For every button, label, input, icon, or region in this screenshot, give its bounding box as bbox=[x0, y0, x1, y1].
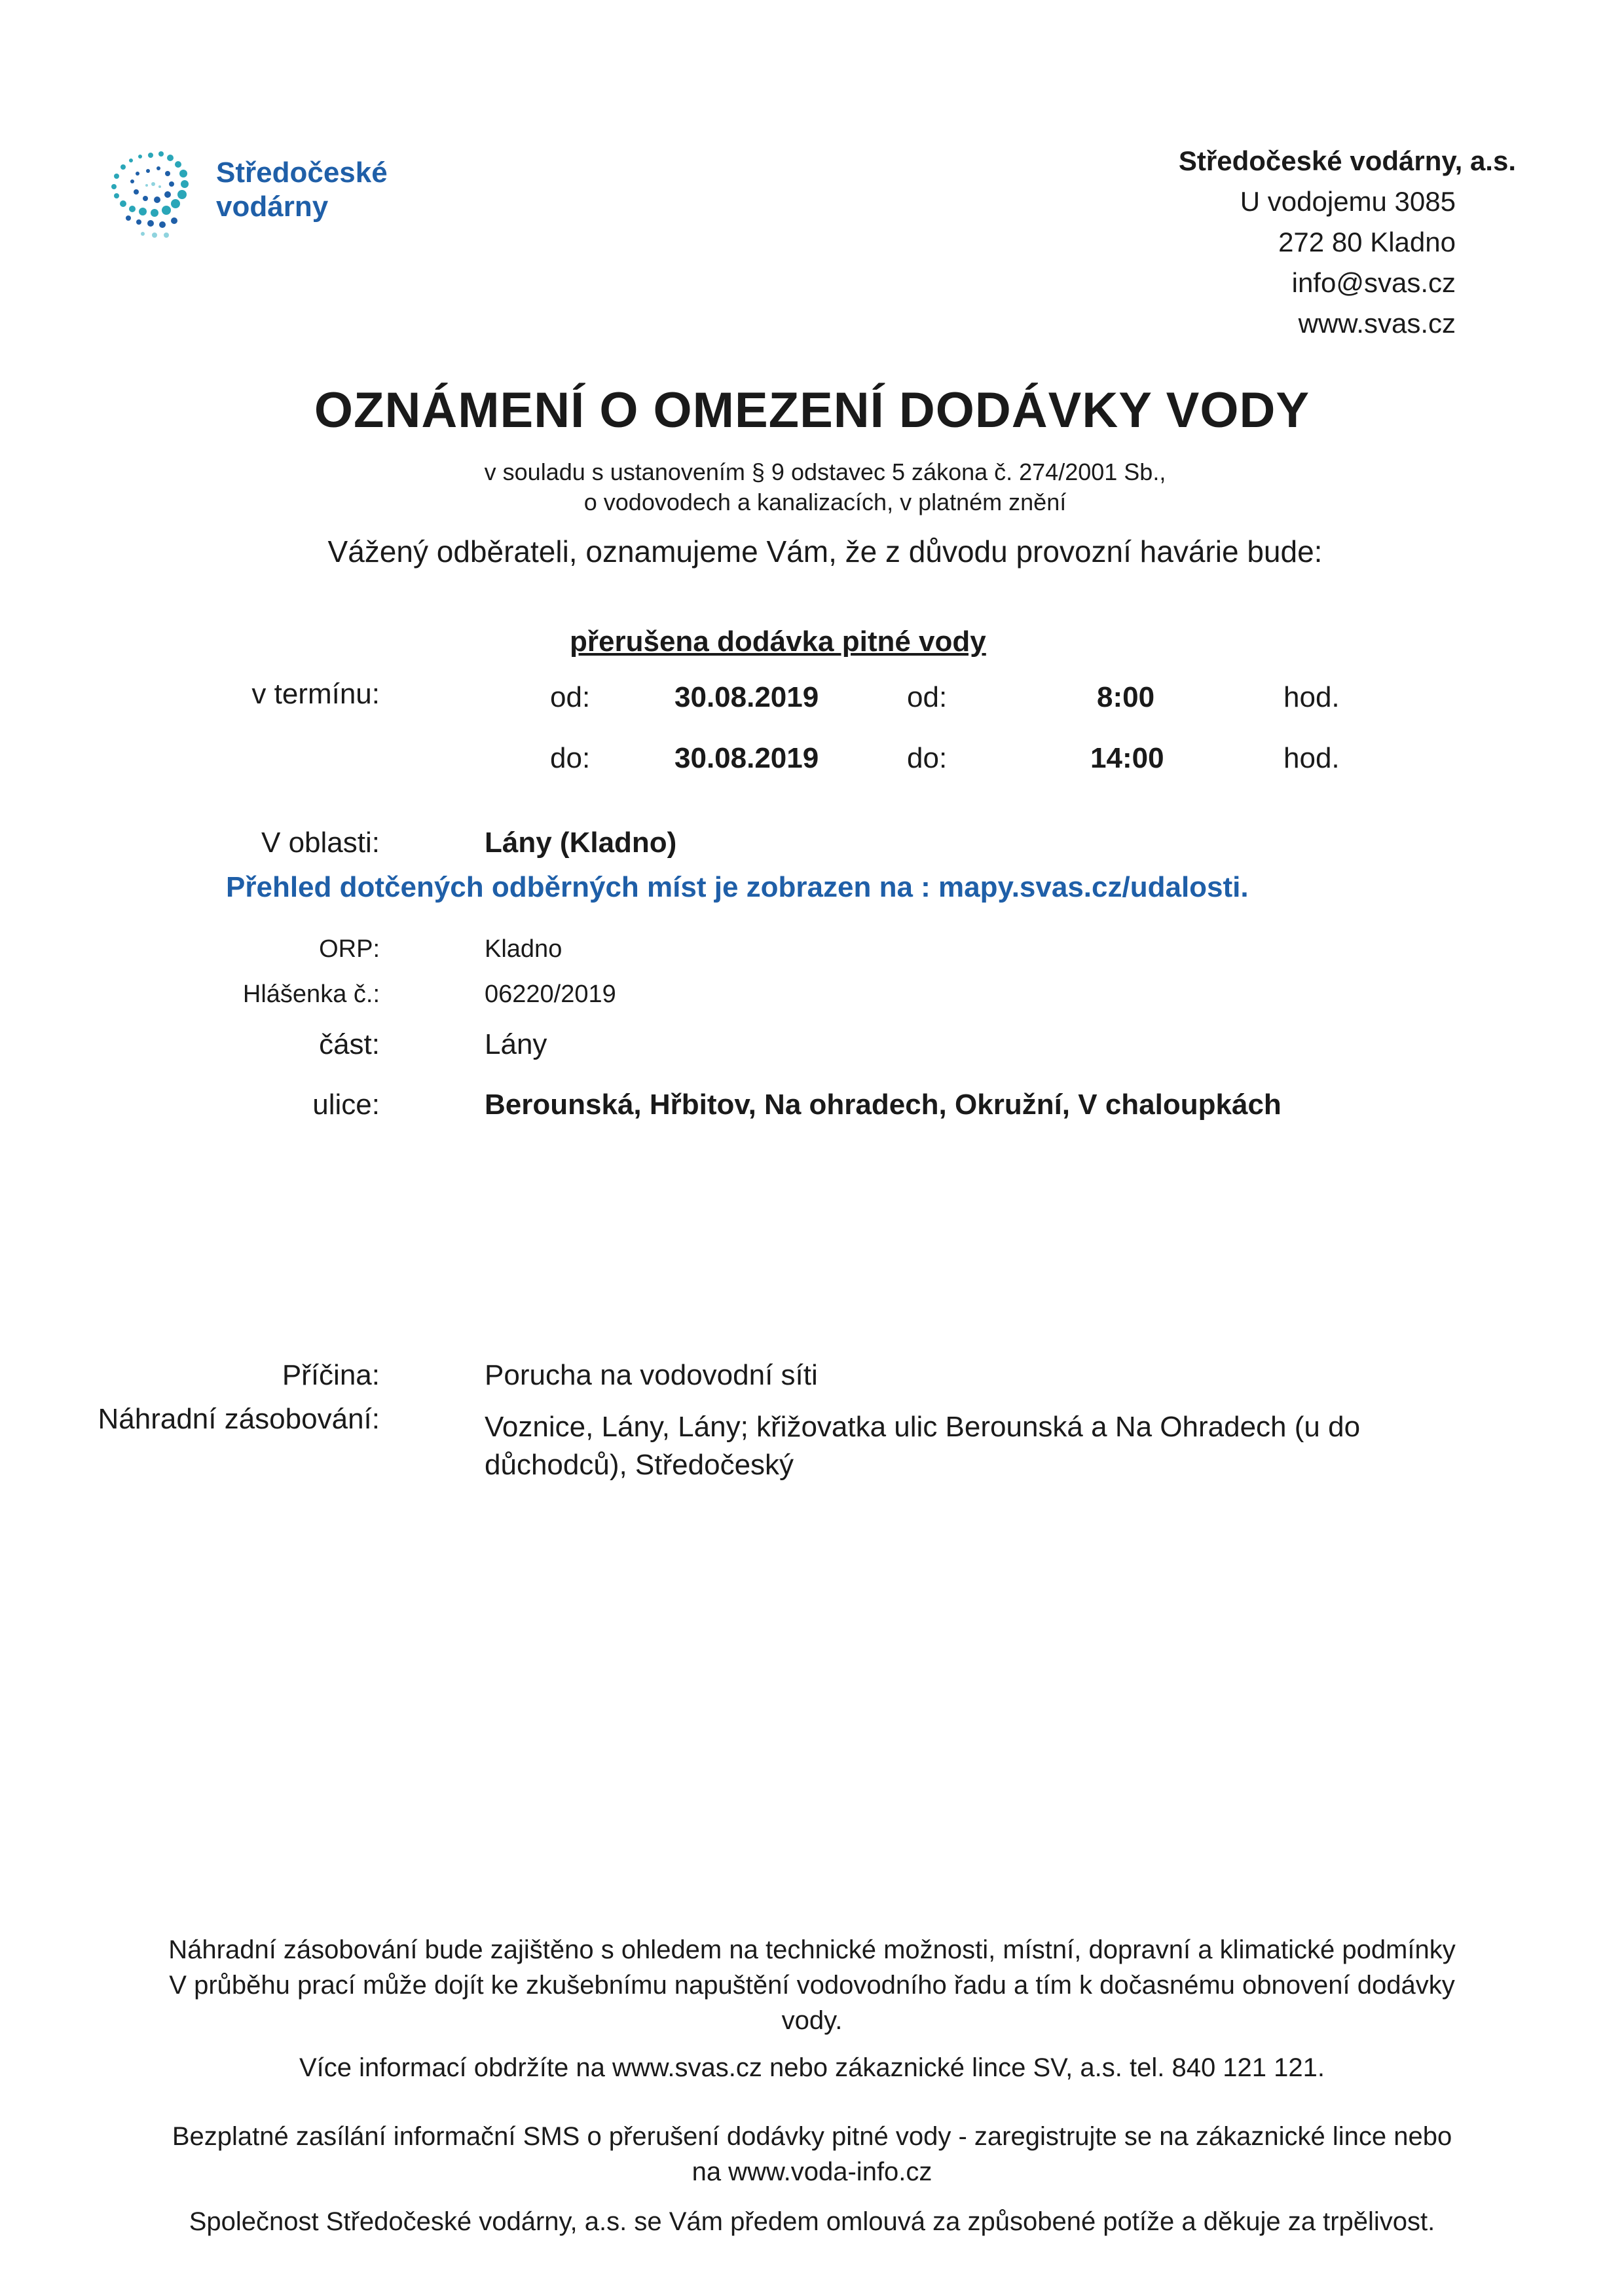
footer-line-1: Náhradní zásobování bude zajištěno s ohledem na technické možnosti, místní, dopravní a klimatické podmínky bbox=[168, 1935, 1456, 1964]
from-date: 30.08.2019 bbox=[674, 681, 819, 713]
to-unit: hod. bbox=[1283, 742, 1340, 774]
to-time: 14:00 bbox=[1090, 742, 1164, 774]
from-label: od: bbox=[550, 681, 591, 713]
water-drops-logo-icon bbox=[105, 147, 216, 246]
supply-value-line-1: Voznice, Lány, Lány; křižovatka ulic Berounská a Na Ohradech (u do bbox=[485, 1411, 1361, 1443]
cause-value: Porucha na vodovodní síti bbox=[485, 1359, 818, 1391]
interruption-heading: přerušena dodávka pitné vody bbox=[570, 625, 986, 658]
footer-line-2: V průběhu prací může dojít ke zkušebnímu napuštění vodovodního řadu a tím k dočasnému obnovení dodávky bbox=[169, 1971, 1455, 2000]
supply-value bbox=[485, 1408, 1360, 1484]
company-city: 272 80 Kladno bbox=[1278, 227, 1456, 257]
company-address bbox=[1179, 141, 1516, 344]
from-time-label: od: bbox=[907, 681, 948, 713]
to-date: 30.08.2019 bbox=[674, 742, 819, 774]
term-label: v termínu: bbox=[251, 678, 380, 710]
from-time: 8:00 bbox=[1097, 681, 1155, 713]
report-value: 06220/2019 bbox=[485, 980, 616, 1008]
legal-reference-line-2: o vodovodech a kanalizacích, v platném znění bbox=[583, 489, 1067, 515]
area-label: V oblasti: bbox=[261, 827, 380, 859]
to-time-label: do: bbox=[907, 742, 948, 774]
company-email[interactable]: info@svas.cz bbox=[1291, 267, 1456, 298]
area-value: Lány (Kladno) bbox=[485, 827, 677, 859]
part-label: část: bbox=[319, 1028, 380, 1060]
footer-line-6: na www.voda-info.cz bbox=[692, 2157, 932, 2186]
supply-label: Náhradní zásobování: bbox=[98, 1403, 380, 1435]
orp-value: Kladno bbox=[485, 935, 563, 963]
footer-apology: Společnost Středočeské vodárny, a.s. se Vám předem omlouvá za způsobené potíže a děkuje za trpělivost. bbox=[189, 2207, 1435, 2236]
to-label: do: bbox=[550, 742, 591, 774]
greeting: Vážený odběrateli, oznamujeme Vám, že z důvodu provozní havárie bude: bbox=[327, 534, 1323, 569]
streets-label: ulice: bbox=[312, 1089, 380, 1121]
part-value: Lány bbox=[485, 1028, 547, 1060]
cause-label: Příčina: bbox=[282, 1359, 380, 1391]
legal-reference-line-1: v souladu s ustanovením § 9 odstavec 5 zákona č. 274/2001 Sb., bbox=[484, 458, 1166, 485]
company-name: Středočeské vodárny, a.s. bbox=[1178, 145, 1516, 176]
page-title: OZNÁMENÍ O OMEZENÍ DODÁVKY VODY bbox=[314, 382, 1310, 438]
company-street: U vodojemu 3085 bbox=[1240, 186, 1456, 217]
footer-sms bbox=[0, 2119, 1624, 2190]
footer-line-5: Bezplatné zasílání informační SMS o přerušení dodávky pitné vody - zaregistrujte se na zákaznické lince nebo bbox=[172, 2122, 1452, 2151]
footer-notice bbox=[0, 1932, 1624, 2038]
supply-value-line-2: důchodců), Středočeský bbox=[485, 1449, 794, 1481]
footer-line-3: vody. bbox=[781, 2006, 843, 2035]
affected-places-link[interactable]: Přehled dotčených odběrných míst je zobrazen na : mapy.svas.cz/udalosti. bbox=[226, 871, 1249, 903]
orp-label: ORP: bbox=[319, 935, 380, 963]
logo-line-1: Středočeské bbox=[216, 157, 388, 189]
report-label: Hlášenka č.: bbox=[242, 980, 380, 1008]
streets-value: Berounská, Hřbitov, Na ohradech, Okružní, V chaloupkách bbox=[485, 1089, 1282, 1121]
company-web[interactable]: www.svas.cz bbox=[1298, 308, 1456, 339]
footer-contact: Více informací obdržíte na www.svas.cz nebo zákaznické lince SV, a.s. tel. 840 121 121. bbox=[299, 2053, 1325, 2082]
logo-line-2: vodárny bbox=[216, 191, 329, 223]
logo-wordmark bbox=[216, 156, 388, 224]
from-unit: hod. bbox=[1283, 681, 1340, 713]
